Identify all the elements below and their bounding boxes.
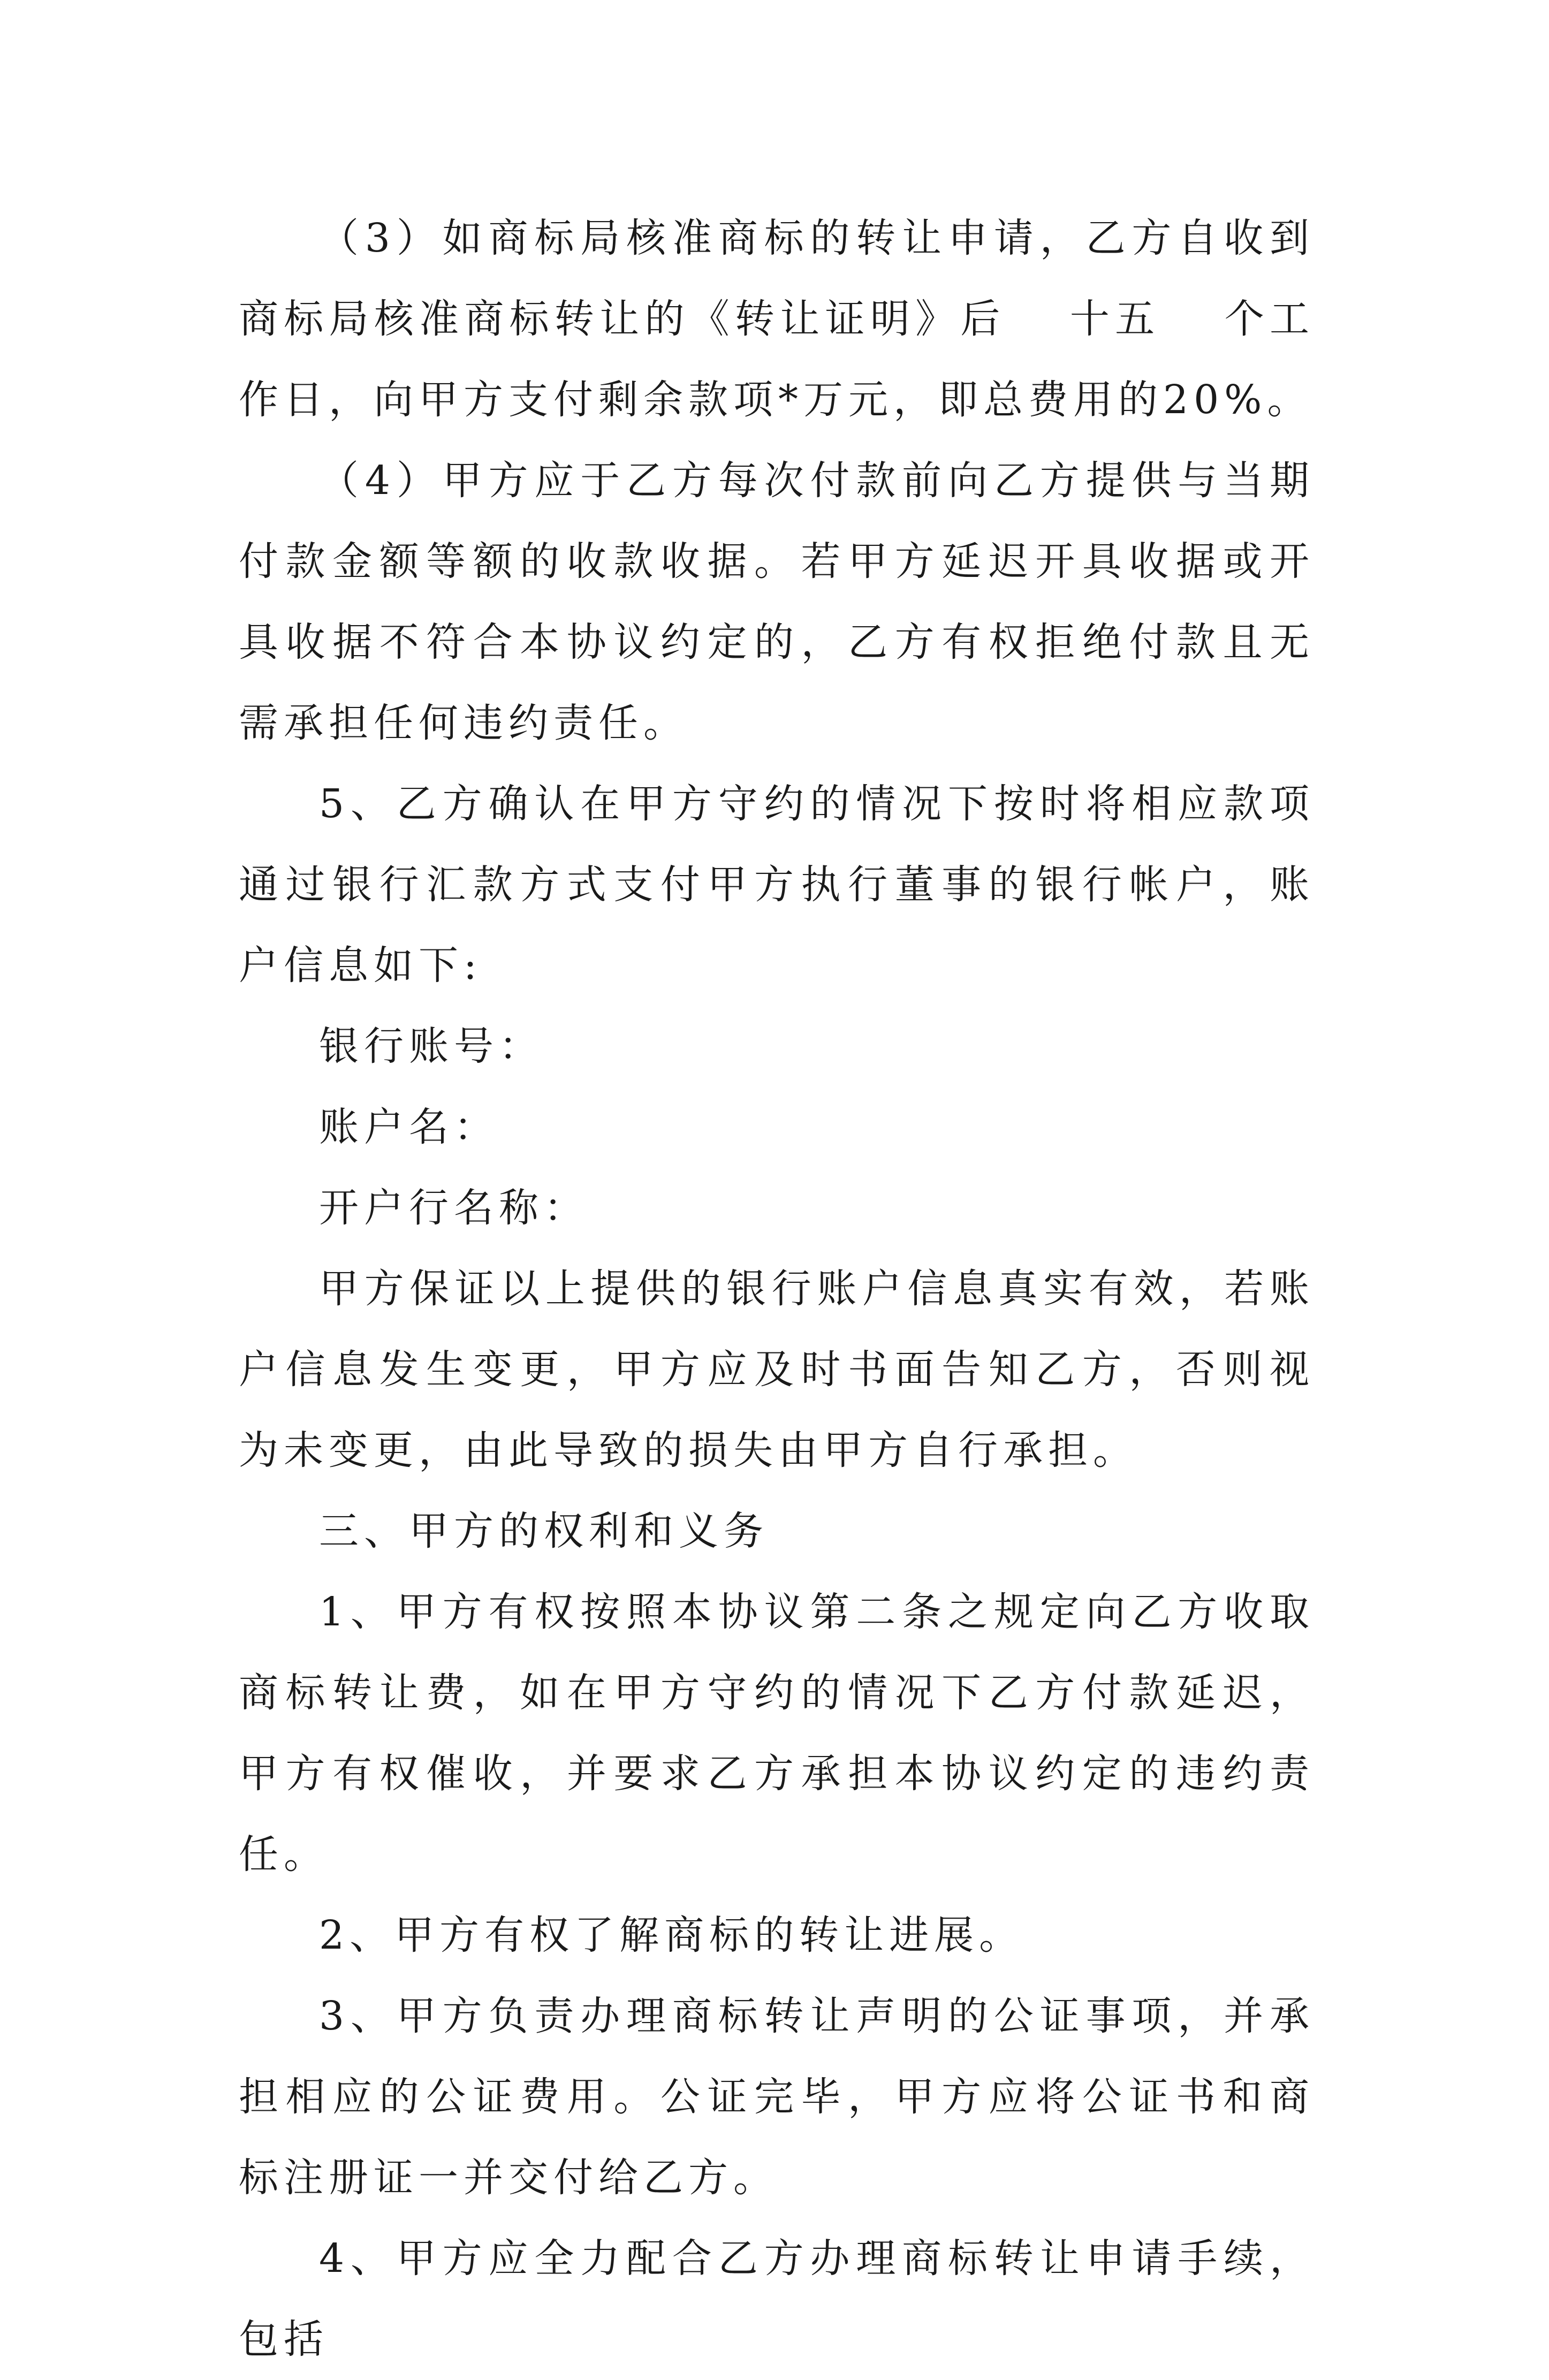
paragraph-rights-2: 2、甲方有权了解商标的转让进展。 xyxy=(319,1912,1024,1958)
filled-blank-days: 十五 xyxy=(1069,296,1160,342)
paragraph-account-guarantee: 甲方保证以上提供的银行账户信息真实有效，若账户信息发生变更，甲方应及时书面告知乙方，否则视为未变更，由此导致的损失由甲方自行承担。 xyxy=(239,1266,1315,1473)
document-body xyxy=(239,198,1315,2380)
field-bank-account-number: 银行账号： xyxy=(319,1023,544,1069)
section-heading-party-a-rights: 三、甲方的权利和义务 xyxy=(319,1508,769,1554)
field-bank-name: 开户行名称： xyxy=(319,1185,589,1231)
field-account-name: 账户名： xyxy=(319,1104,499,1150)
paragraph-rights-4: 4、甲方应全力配合乙方办理商标转让申请手续，包括 xyxy=(239,2235,1315,2362)
paragraph-bank-transfer: 5、乙方确认在甲方守约的情况下按时将相应款项通过银行汇款方式支付甲方执行董事的银行帐户，账户信息如下: xyxy=(239,781,1315,989)
paragraph-text: （3）如商标局核准商标的转让申请，乙方自收到商标局核准商标转让的《转让证明》后 xyxy=(239,215,1315,342)
paragraph-rights-1: 1、甲方有权按照本协议第二条之规定向乙方收取商标转让费，如在甲方守约的情况下乙方付款延迟，甲方有权催收，并要求乙方承担本协议约定的违约责任。 xyxy=(239,1589,1315,1877)
paragraph-payment-clause-3 xyxy=(239,198,1315,440)
paragraph-text: 个工作日，向甲方支付剩余款项*万元，即总费用的20%。 xyxy=(239,296,1315,423)
paragraph-rights-3: 3、甲方负责办理商标转让声明的公证事项，并承担相应的公证费用。公证完毕，甲方应将公证书和商标注册证一并交付给乙方。 xyxy=(239,1993,1315,2201)
paragraph-payment-clause-4: （4）甲方应于乙方每次付款前向乙方提供与当期付款金额等额的收款收据。若甲方延迟开具收据或开具收据不符合本协议约定的，乙方有权拒绝付款且无需承担任何违约责任。 xyxy=(239,458,1315,746)
